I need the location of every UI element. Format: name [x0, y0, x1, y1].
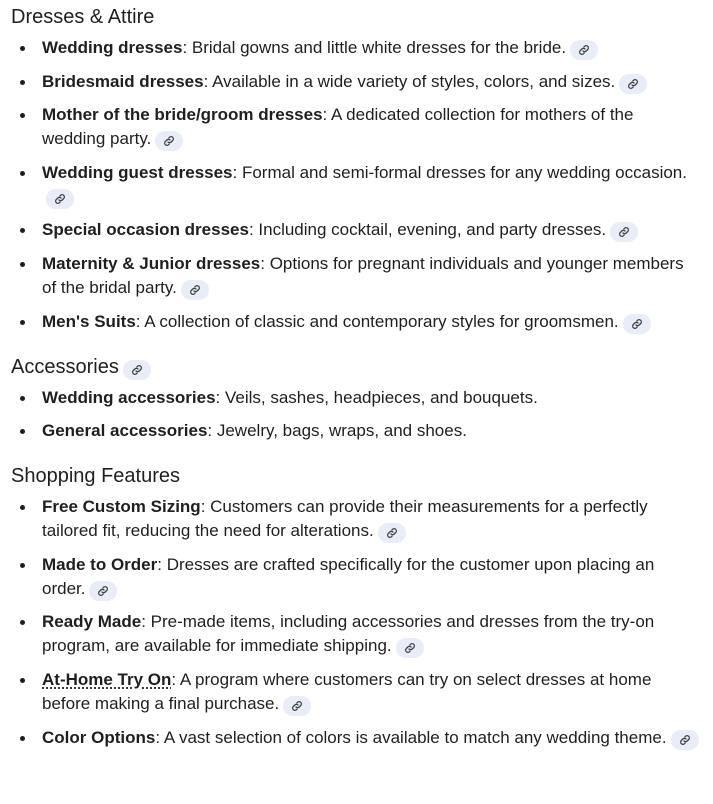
- list-item: [11, 668, 701, 716]
- link-icon: [627, 78, 639, 90]
- item-term: Maternity & Junior dresses: [42, 253, 261, 273]
- list-item: [11, 70, 701, 94]
- list-item: [11, 726, 701, 750]
- item-description: : Dresses are crafted specifically for the customer upon placing an order.: [42, 554, 655, 598]
- source-link-chip[interactable]: [671, 730, 699, 750]
- section-heading-text: Accessories: [11, 355, 119, 378]
- item-term: Special occasion dresses: [42, 220, 249, 240]
- source-link-chip[interactable]: [396, 638, 424, 658]
- section-heading: [11, 4, 701, 30]
- source-link-chip[interactable]: [155, 131, 183, 151]
- item-term: Bridesmaid dresses: [42, 71, 204, 91]
- source-link-chip[interactable]: [46, 189, 74, 209]
- list-item: [11, 495, 701, 543]
- item-description: : Customers can provide their measurements for a perfectly tailored fit, reducing the need for alterations.: [42, 497, 648, 541]
- item-term: General accessories: [42, 421, 208, 441]
- item-description: : Pre-made items, including accessories and dresses from the try-on program, are available for immediate shipping.: [42, 612, 655, 656]
- item-description: : Bridal gowns and little white dresses for the bride.: [182, 38, 567, 57]
- list-item: [11, 553, 701, 601]
- source-link-chip[interactable]: [610, 222, 638, 242]
- list-item: [11, 103, 701, 151]
- link-icon: [163, 135, 175, 147]
- source-link-chip[interactable]: [283, 696, 311, 716]
- link-icon: [386, 527, 398, 539]
- list-item: [11, 218, 701, 242]
- bullet-list: [11, 386, 701, 444]
- list-item: [11, 310, 701, 334]
- link-icon: [189, 284, 201, 296]
- link-icon: [54, 193, 66, 205]
- item-term: Men's Suits: [42, 311, 136, 331]
- item-term: Wedding dresses: [42, 38, 183, 57]
- list-item: [11, 252, 701, 300]
- item-description: : Veils, sashes, headpieces, and bouquets.: [215, 387, 538, 407]
- link-icon: [404, 642, 416, 654]
- section-heading: [11, 463, 701, 489]
- source-link-chip[interactable]: [181, 280, 209, 300]
- source-link-chip[interactable]: [378, 523, 406, 543]
- source-link-chip[interactable]: [89, 581, 117, 601]
- source-link-chip[interactable]: [623, 314, 651, 334]
- item-term: Ready Made: [42, 612, 142, 632]
- list-item: [11, 386, 701, 410]
- link-icon: [618, 226, 630, 238]
- bullet-list: [11, 495, 701, 749]
- link-icon: [97, 585, 109, 597]
- item-term: Wedding guest dresses: [42, 162, 233, 182]
- item-description: : A program where customers can try on select dresses at home before making a final purchase.: [42, 669, 652, 713]
- item-term: Made to Order: [42, 554, 158, 574]
- item-term: Mother of the bride/groom dresses: [42, 105, 323, 125]
- section-heading-text: Dresses & Attire: [11, 6, 155, 28]
- link-icon: [131, 364, 143, 376]
- item-description: : Available in a wide variety of styles, colors, and sizes.: [203, 71, 616, 91]
- item-description: : Including cocktail, evening, and party dresses.: [248, 220, 607, 240]
- list-item: [11, 610, 701, 658]
- source-link-chip[interactable]: [619, 74, 647, 94]
- section-heading-text: Shopping Features: [11, 465, 181, 488]
- item-term[interactable]: At-Home Try On: [42, 669, 172, 689]
- item-description: : Jewelry, bags, wraps, and shoes.: [207, 421, 467, 441]
- link-icon: [679, 734, 691, 746]
- item-term: Color Options: [42, 727, 156, 747]
- source-link-chip[interactable]: [570, 40, 598, 60]
- link-icon: [631, 318, 643, 330]
- section-heading: [11, 354, 701, 380]
- list-item: [11, 36, 701, 60]
- item-description: : A vast selection of colors is available to match any wedding theme.: [155, 727, 667, 747]
- bullet-list: [11, 36, 701, 334]
- item-term: Free Custom Sizing: [42, 497, 201, 517]
- list-item: [11, 161, 701, 209]
- link-icon: [291, 700, 303, 712]
- item-description: : A dedicated collection for mothers of the wedding party.: [42, 105, 634, 149]
- item-description: : Formal and semi-formal dresses for any wedding occasion.: [232, 162, 687, 182]
- source-link-chip[interactable]: [123, 360, 151, 380]
- item-term: Wedding accessories: [42, 387, 216, 407]
- item-description: : Options for pregnant individuals and younger members of the bridal party.: [42, 253, 684, 297]
- list-item: [11, 419, 701, 443]
- item-description: : A collection of classic and contemporary styles for groomsmen.: [135, 311, 619, 331]
- link-icon: [578, 44, 590, 56]
